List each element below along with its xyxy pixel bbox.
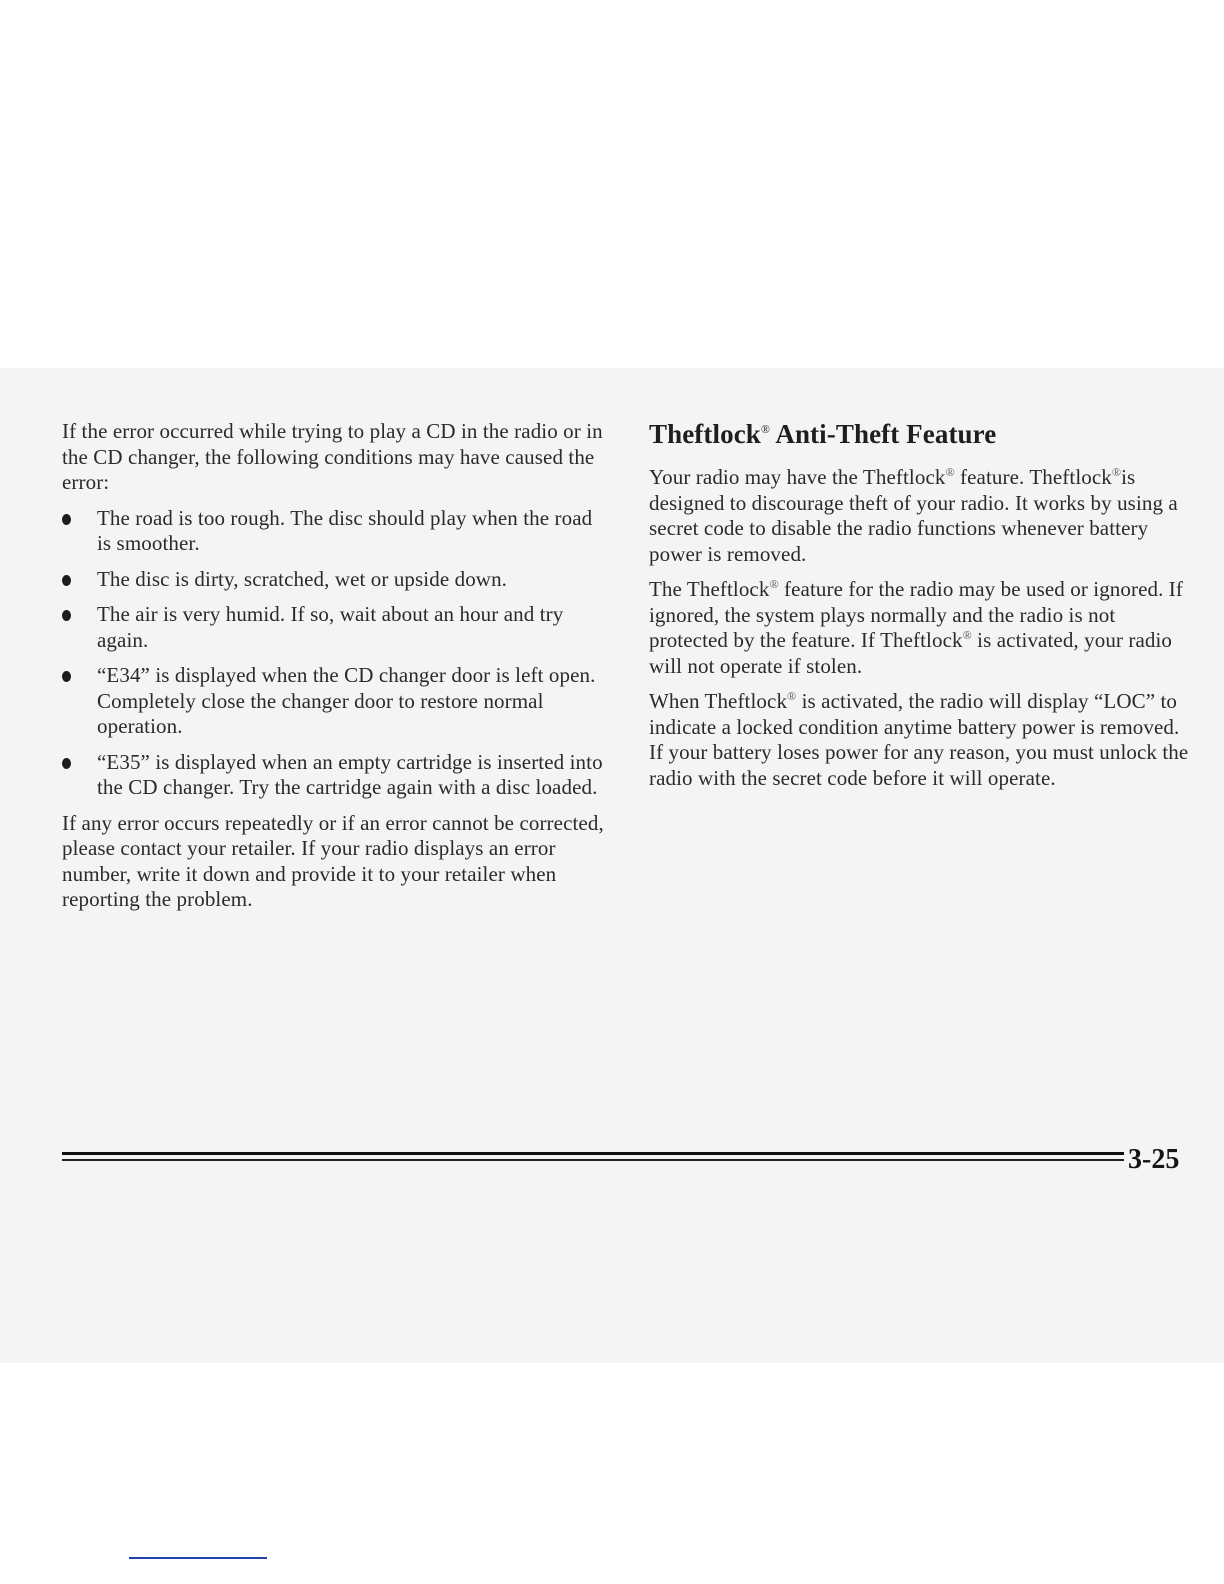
bullet-icon: [62, 671, 71, 682]
list-item-text: The disc is dirty, scratched, wet or upside down.: [97, 566, 508, 591]
bottom-divider: [129, 1557, 267, 1559]
footer-rule-thin: [62, 1159, 1124, 1161]
heading-brand: Theftlock: [649, 419, 761, 449]
list-item-text: The air is very humid. If so, wait about an hour and try again.: [97, 602, 564, 652]
bullet-icon: [62, 758, 71, 769]
left-column: [62, 419, 607, 923]
registered-mark: ®: [945, 465, 955, 479]
list-item: [62, 506, 607, 557]
bullet-icon: [62, 575, 71, 586]
list-item-text: “E34” is displayed when the CD changer door is left open. Completely close the changer door to restore normal operation.: [97, 663, 596, 738]
text-run: When Theftlock: [649, 689, 788, 713]
closing-paragraph: If any error occurs repeatedly or if an error cannot be corrected, please contact your retailer. If your radio displays an error number, write it down and provide it to your retailer when reporting the problem.: [62, 810, 604, 911]
text-run: feature for the radio may be used or ignored. If ignored, the system plays normally and the radio is not protected by the feature. If Theftlock: [649, 577, 1183, 652]
bullet-icon: [62, 610, 71, 621]
list-item: [62, 602, 607, 653]
registered-mark: ®: [787, 689, 797, 703]
text-run: feature. Theftlock: [954, 465, 1112, 489]
section-heading: [649, 417, 1189, 451]
theftlock-loc-paragraph: [649, 689, 1189, 791]
theftlock-usage-paragraph: [649, 577, 1189, 679]
registered-mark: ®: [962, 628, 972, 642]
registered-mark: ®: [1111, 465, 1122, 479]
bullet-icon: [62, 514, 71, 525]
text-run: is activated, your radio will not operate if stolen.: [649, 628, 1173, 678]
heading-rest: Anti-Theft Feature: [769, 419, 997, 449]
theftlock-intro-paragraph: [649, 465, 1189, 567]
list-item: [62, 567, 607, 593]
list-item-text: “E35” is displayed when an empty cartridge is inserted into the CD changer. Try the cartridge again with a disc loaded.: [97, 749, 603, 799]
list-item-text: The road is too rough. The disc should play when the road is smoother.: [97, 505, 593, 555]
error-conditions-list: [62, 506, 607, 801]
list-item: [62, 663, 607, 740]
intro-paragraph: If the error occurred while trying to play a CD in the radio or in the CD changer, the following conditions may have caused the error:: [62, 419, 603, 494]
text-run: is activated, the radio will display “LOC” to indicate a locked condition anytime battery power is removed. If your battery loses power for any reason, you must unlock the radio with the secret code before it will operate.: [649, 689, 1189, 790]
text-run: The Theftlock: [649, 577, 770, 601]
footer-rule: [62, 1152, 1124, 1164]
text-run: is designed to discourage theft of your radio. It works by using a secret code to disable the radio functions whenever battery power is removed.: [649, 465, 1178, 566]
footer-rule-thick: [62, 1152, 1124, 1155]
right-column: [649, 417, 1189, 801]
list-item: [62, 750, 607, 801]
registered-mark: ®: [760, 422, 770, 436]
registered-mark: ®: [769, 577, 779, 591]
page-number: 3-25: [1128, 1144, 1180, 1175]
text-run: Your radio may have the Theftlock: [649, 465, 946, 489]
